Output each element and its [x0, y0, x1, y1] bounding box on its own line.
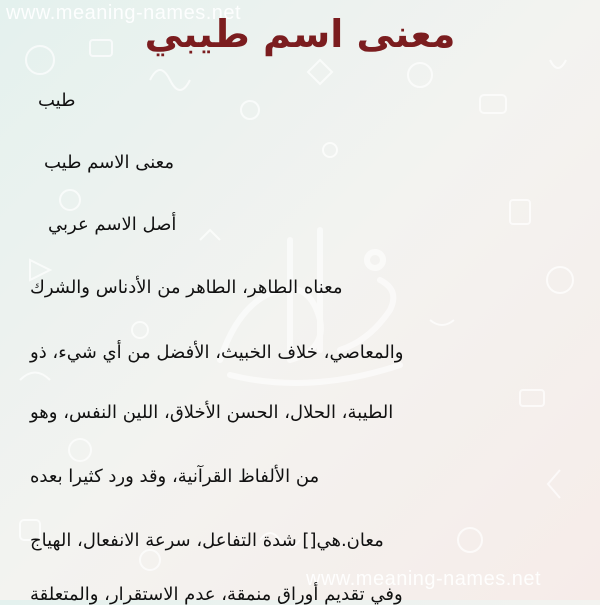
name-origin: أصل الاسم عربي: [48, 214, 177, 235]
meaning-paragraph-line: الطيبة، الحلال، الحسن الأخلاق، اللين النفس، وهو: [30, 402, 394, 423]
meaning-paragraph-line: معان.هي[] شدة التفاعل، سرعة الانفعال، الهياج: [30, 530, 384, 551]
meaning-paragraph-line: والمعاصي، خلاف الخبيث، الأفضل من أي شيء، ذو: [30, 342, 404, 363]
meaning-paragraph-line: وفي تقديم أوراق منمقة، عدم الاستقرار، والمتعلقة: [30, 584, 403, 605]
page-title: معنى اسم طيبي: [144, 12, 456, 56]
site-watermark-bottom: www.meaning-names.net: [306, 568, 542, 590]
meaning-paragraph-line: من الألفاظ القرآنية، وقد ورد كثيرا بعده: [30, 466, 320, 487]
name-meaning-heading: معنى الاسم طيب: [44, 152, 174, 173]
site-watermark-top: www.meaning-names.net: [6, 2, 242, 24]
name-text: طيب: [38, 90, 76, 111]
meaning-paragraph-line: معناه الطاهر، الطاهر من الأدناس والشرك: [30, 277, 343, 298]
